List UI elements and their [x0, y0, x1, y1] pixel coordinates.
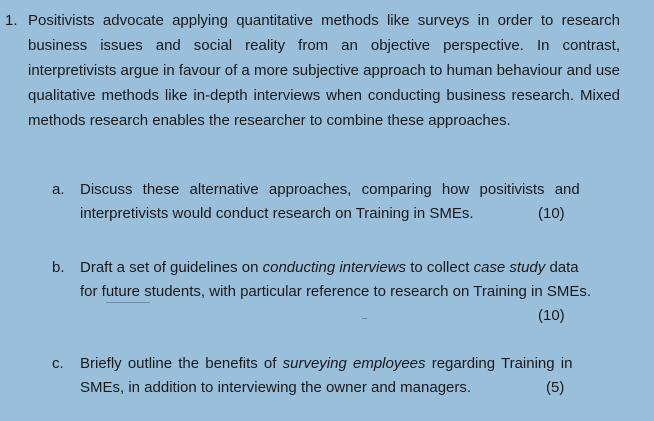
part-c-marks: (5): [546, 379, 565, 396]
part-c-body: [80, 352, 620, 400]
part-a-line-2: interpretivists would conduct research on Training in SMEs.: [80, 205, 474, 222]
part-c-text-1a: Briefly outline the benefits of: [80, 355, 283, 372]
part-b-emphasis-1: conducting interviews: [262, 259, 407, 276]
part-b-text-1a: Draft a set of guidelines on: [80, 259, 263, 276]
part-c-letter: c.: [52, 355, 64, 372]
question-number: 1.: [5, 12, 18, 29]
stray-underline-mark: [106, 302, 150, 303]
stray-dot-mark: [362, 318, 367, 319]
part-b-emphasis-2: case study: [473, 259, 546, 276]
question-intro: Positivists advocate applying quantitative methods like surveys in order to research business issues and social reality from an objective perspective. In contrast, interpretivists argue in favour of a more subjective approach to human behaviour and use qualitative methods like in-depth interviews when conducting business research. Mixed methods research enables the researcher to combine these approaches.: [28, 12, 621, 129]
part-c-text-1b: regarding Training in: [425, 355, 573, 372]
part-c-line-2: SMEs, in addition to interviewing the owner and managers.: [80, 379, 472, 396]
part-a-marks: (10): [538, 205, 565, 222]
part-b-line-1: [80, 256, 620, 280]
part-a-line-1: [80, 178, 620, 202]
part-b-text-1b: to collect: [406, 259, 474, 276]
part-b-text-1c: data: [545, 259, 579, 276]
part-b-line-2: for future students, with particular reference to research on Training in SMEs.: [80, 283, 592, 300]
part-b-body: [80, 256, 620, 324]
part-a-letter: a.: [52, 181, 65, 198]
part-c-emphasis: surveying employees: [282, 355, 426, 372]
part-b-marks: (10): [538, 307, 565, 324]
part-a-text-1: Discuss these alternative approaches, comparing how positivists and: [80, 181, 580, 198]
part-b-letter: b.: [52, 259, 65, 276]
part-a-body: [80, 178, 620, 226]
part-c-line-1: [80, 352, 620, 376]
